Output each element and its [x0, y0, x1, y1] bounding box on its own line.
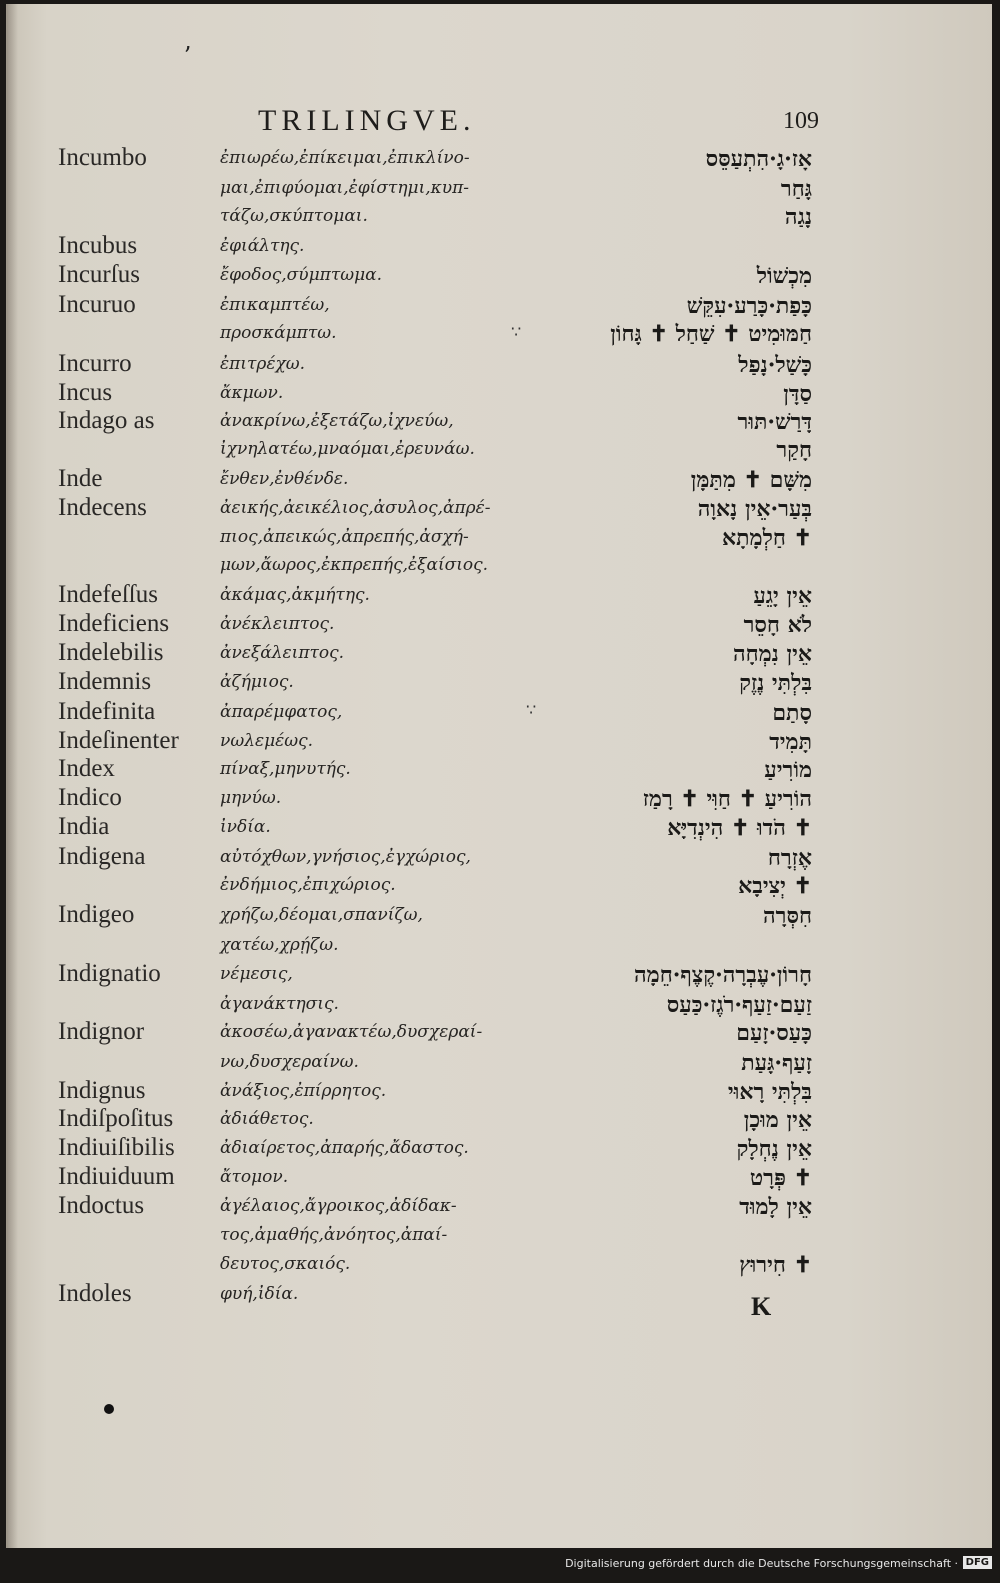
dictionary-entry — [8, 176, 992, 206]
hebrew-equivalent: דָּרַשׁ·תּוּר — [737, 409, 812, 435]
ornament-dots: ∵ — [526, 700, 537, 719]
greek-equivalent: ἄτομον. — [220, 1167, 289, 1187]
hebrew-equivalent: מִכְשׁוֹל — [756, 263, 812, 289]
hebrew-equivalent: הוֹרִיעַ ✝ חַוִּי ✝ רָמַז — [642, 786, 812, 812]
dictionary-entry — [8, 933, 992, 963]
dfg-logo: DFG — [963, 1556, 992, 1569]
greek-equivalent: ἀδιάθετος. — [220, 1109, 314, 1129]
dictionary-entry — [8, 437, 992, 467]
dictionary-entry — [8, 1136, 992, 1166]
greek-equivalent: ἐνδήμιος,ἐπιχώριος. — [220, 875, 396, 895]
dictionary-entry — [8, 263, 992, 293]
page-corner-mark: ʼ — [183, 42, 191, 70]
dictionary-entry — [8, 553, 992, 583]
greek-equivalent: ἔφοδος,σύμπτωμα. — [220, 265, 383, 285]
hebrew-equivalent: ✝ הֹדוּ ✝ הִינְדִיָּא — [667, 815, 812, 841]
latin-headword: Indecens — [58, 494, 147, 521]
latin-headword: Incubus — [58, 232, 138, 259]
hebrew-equivalent: כָּשַׁל·נָפַל — [738, 352, 812, 378]
greek-equivalent: ἐπιτρέχω. — [220, 354, 306, 374]
hebrew-equivalent: סָתַם — [772, 700, 812, 726]
dictionary-entry — [8, 204, 992, 234]
greek-equivalent: ἀεικής,ἀεικέλιος,ἀσυλος,ἀπρέ- — [220, 498, 491, 518]
greek-equivalent: ἀνέκλειπτος. — [220, 614, 335, 634]
greek-equivalent: ἀγέλαιος,ἄγροικος,ἀδίδακ- — [220, 1196, 457, 1216]
dictionary-entry — [8, 1223, 992, 1253]
latin-headword: Indignus — [58, 1077, 146, 1104]
latin-headword: Incus — [58, 379, 113, 406]
hebrew-equivalent: אֵין מוּכָן — [743, 1107, 812, 1133]
dictionary-entry — [8, 612, 992, 642]
greek-equivalent: ἀκάμας,ἀκμήτης. — [220, 585, 370, 605]
dictionary-entry — [8, 700, 992, 730]
latin-headword: Indignatio — [58, 960, 161, 987]
dictionary-entry — [8, 1165, 992, 1195]
greek-equivalent: φυή,ἰδία. — [220, 1284, 299, 1304]
dictionary-entry — [8, 1050, 992, 1080]
latin-headword: Indiuiſibilis — [58, 1134, 175, 1161]
greek-equivalent: μηνύω. — [220, 788, 282, 808]
hebrew-equivalent: ✝ חַלְמָתָא — [722, 525, 812, 551]
dictionary-entry — [8, 146, 992, 176]
hebrew-equivalent: אֵין לָמוּד — [739, 1194, 812, 1220]
latin-headword: Indiuiduum — [58, 1163, 175, 1190]
dictionary-entry — [8, 757, 992, 787]
hebrew-equivalent: אֶזְרָח — [767, 845, 812, 871]
latin-headword: Indiſpoſitus — [58, 1105, 174, 1132]
hebrew-equivalent: כָּעַס·זָעַם — [736, 1020, 812, 1046]
greek-equivalent: ἀκοσέω,ἀγανακτέω,δυσχεραί- — [220, 1022, 483, 1042]
latin-headword: Indelebilis — [58, 639, 164, 666]
greek-equivalent: χατέω,χρῄζω. — [220, 935, 339, 955]
latin-headword: Indico — [58, 784, 122, 811]
hebrew-equivalent: ✝ יְצִיבָא — [738, 873, 812, 899]
dictionary-entry — [8, 496, 992, 526]
latin-headword: Indago as — [58, 407, 155, 434]
latin-headword: Indigeo — [58, 901, 135, 928]
greek-equivalent: ἀπαρέμφατος, — [220, 702, 343, 722]
page-number: 109 — [783, 108, 819, 134]
greek-equivalent: προσκάμπτω. — [220, 323, 337, 343]
dictionary-entry — [8, 1107, 992, 1137]
hebrew-equivalent: חָקַר — [776, 437, 812, 463]
hebrew-equivalent: גָּחַר — [780, 176, 812, 202]
dictionary-entry — [8, 1020, 992, 1050]
dictionary-entry — [8, 583, 992, 613]
dictionary-entry — [8, 381, 992, 411]
greek-equivalent: πίναξ,μηνυτής. — [220, 759, 351, 779]
greek-equivalent: ἀδιαίρετος,ἀπαρής,ἄδαστος. — [220, 1138, 469, 1158]
dictionary-entry — [8, 1252, 992, 1282]
greek-equivalent: ἐπικαμπτέω, — [220, 295, 330, 315]
greek-equivalent: ἔνθεν,ἐνθένδε. — [220, 469, 349, 489]
funding-credit: Digitalisierung gefördert durch die Deutsche Forschungsgemeinschaft · — [565, 1557, 958, 1570]
hebrew-equivalent: חַמּוּמִיט ✝ שַׁחַל ✝ גָּחוֹן — [610, 321, 812, 347]
greek-equivalent: χρήζω,δέομαι,σπανίζω, — [220, 905, 423, 925]
dictionary-entry — [8, 321, 992, 351]
running-head: TRILINGVE. — [258, 104, 476, 137]
greek-equivalent: μων,ἄωρος,ἐκπρεπής,ἐξαίσιος. — [220, 555, 489, 575]
greek-equivalent: ἐφιάλτης. — [220, 236, 305, 256]
dictionary-entry — [8, 992, 992, 1022]
greek-equivalent: ἀνεξάλειπτος. — [220, 643, 345, 663]
latin-headword: Incuruo — [58, 291, 136, 318]
hebrew-equivalent: ✝ חִירוּץ — [739, 1252, 812, 1278]
latin-headword: Incumbo — [58, 144, 147, 171]
dictionary-entry — [8, 873, 992, 903]
greek-equivalent: μαι,ἐπιφύομαι,ἐφίστημι,κυπ- — [220, 178, 470, 198]
hebrew-equivalent: נָגַה — [784, 204, 812, 230]
hebrew-equivalent: חָרוֹן·עֶבְרָה·קֶצֶף·חֵמָה — [634, 962, 812, 988]
greek-equivalent: νω,δυσχεραίνω. — [220, 1052, 359, 1072]
hebrew-equivalent: בִּלְתִּי רָאוּי — [727, 1079, 812, 1105]
dictionary-entry — [8, 815, 992, 845]
hebrew-equivalent: אֵין נֶחְלָק — [736, 1136, 812, 1162]
ornament-dots: ∵ — [511, 322, 522, 341]
hebrew-equivalent: תָּמִיד — [769, 729, 812, 755]
signature-mark: K — [751, 1292, 772, 1321]
hebrew-equivalent: לֹא חָסֵר — [743, 612, 812, 638]
hebrew-equivalent: כָּפַת·כָּרַע·עִקֵּשׁ — [686, 293, 812, 319]
dictionary-entry — [8, 1194, 992, 1224]
hebrew-equivalent: אָז·גָ·הִתְעַסֵּס — [705, 146, 812, 172]
latin-headword: India — [58, 813, 110, 840]
dictionary-entry — [8, 845, 992, 875]
hebrew-equivalent: מִשָּׁם ✝ מִתַּמָּן — [690, 467, 812, 493]
greek-equivalent: τος,ἀμαθής,ἀνόητος,ἀπαί- — [220, 1225, 448, 1245]
dictionary-entry — [8, 234, 992, 264]
greek-equivalent: ἀνακρίνω,ἐξετάζω,ἰχνεύω, — [220, 411, 454, 431]
hebrew-equivalent: בִּלְתִּי נֶזֶק — [739, 670, 812, 696]
latin-headword: Indignor — [58, 1018, 145, 1045]
dictionary-entry — [8, 293, 992, 323]
dictionary-entry — [8, 525, 992, 555]
latin-headword: Inde — [58, 465, 103, 492]
hebrew-equivalent: מוֹרִיעַ — [764, 757, 812, 783]
latin-headword: Indoles — [58, 1280, 132, 1307]
ink-spot — [104, 1404, 114, 1414]
footer-bar — [0, 1548, 1000, 1583]
latin-headword: Index — [58, 755, 115, 782]
dictionary-entry — [8, 641, 992, 671]
dictionary-entry — [8, 786, 992, 816]
latin-headword: Indefeſſus — [58, 581, 158, 608]
dictionary-entry — [8, 670, 992, 700]
dictionary-entry — [8, 962, 992, 992]
dictionary-entry — [8, 903, 992, 933]
dictionary-entry — [8, 467, 992, 497]
greek-equivalent: ἰνδία. — [220, 817, 271, 837]
latin-headword: Indoctus — [58, 1192, 145, 1219]
hebrew-equivalent: ✝ פְּרָט — [749, 1165, 812, 1191]
latin-headword: Indigena — [58, 843, 146, 870]
greek-equivalent: νέμεσις, — [220, 964, 293, 984]
greek-equivalent: νωλεμέως. — [220, 731, 314, 751]
dictionary-entry — [8, 729, 992, 759]
latin-headword: Indeficiens — [58, 610, 170, 637]
latin-headword: Indefinita — [58, 698, 156, 725]
book-page — [6, 4, 992, 1548]
greek-equivalent: ἀζήμιος. — [220, 672, 294, 692]
hebrew-equivalent: סַדָּן — [783, 381, 812, 407]
greek-equivalent: ἀνάξιος,ἐπίρρητος. — [220, 1081, 387, 1101]
hebrew-equivalent: זָעַף·גָּעַת — [741, 1050, 812, 1076]
latin-headword: Indemnis — [58, 668, 152, 695]
hebrew-equivalent: אֵין יָגֵעַ — [753, 583, 812, 609]
latin-headword: Incurro — [58, 350, 132, 377]
greek-equivalent: ἄκμων. — [220, 383, 284, 403]
greek-equivalent: ἐπιωρέω,ἐπίκειμαι,ἐπικλίνο- — [220, 148, 470, 168]
greek-equivalent: πιος,ἀπεικώς,ἀπρεπής,ἀσχή- — [220, 527, 469, 547]
greek-equivalent: τάζω,σκύπτομαι. — [220, 206, 368, 226]
hebrew-equivalent: אֵין נִמְחָה — [732, 641, 812, 667]
dictionary-entry — [8, 409, 992, 439]
latin-headword: Indeſinenter — [58, 727, 179, 754]
dictionary-entry — [8, 1282, 992, 1312]
hebrew-equivalent: בְּעַר·אֵין נָאוָה — [697, 496, 812, 522]
greek-equivalent: ἀγανάκτησις. — [220, 994, 339, 1014]
hebrew-equivalent: זַעַם·זַעַף·רֹגֶז·כַּעַס — [666, 992, 812, 1018]
hebrew-equivalent: חִסְּרָה — [763, 903, 812, 929]
greek-equivalent: αὐτόχθων,γνήσιος,ἐγχώριος, — [220, 847, 471, 867]
dictionary-entry — [8, 352, 992, 382]
greek-equivalent: ἰχνηλατέω,μναόμαι,ἐρευνάω. — [220, 439, 475, 459]
greek-equivalent: δευτος,σκαιός. — [220, 1254, 351, 1274]
latin-headword: Incurſus — [58, 261, 140, 288]
